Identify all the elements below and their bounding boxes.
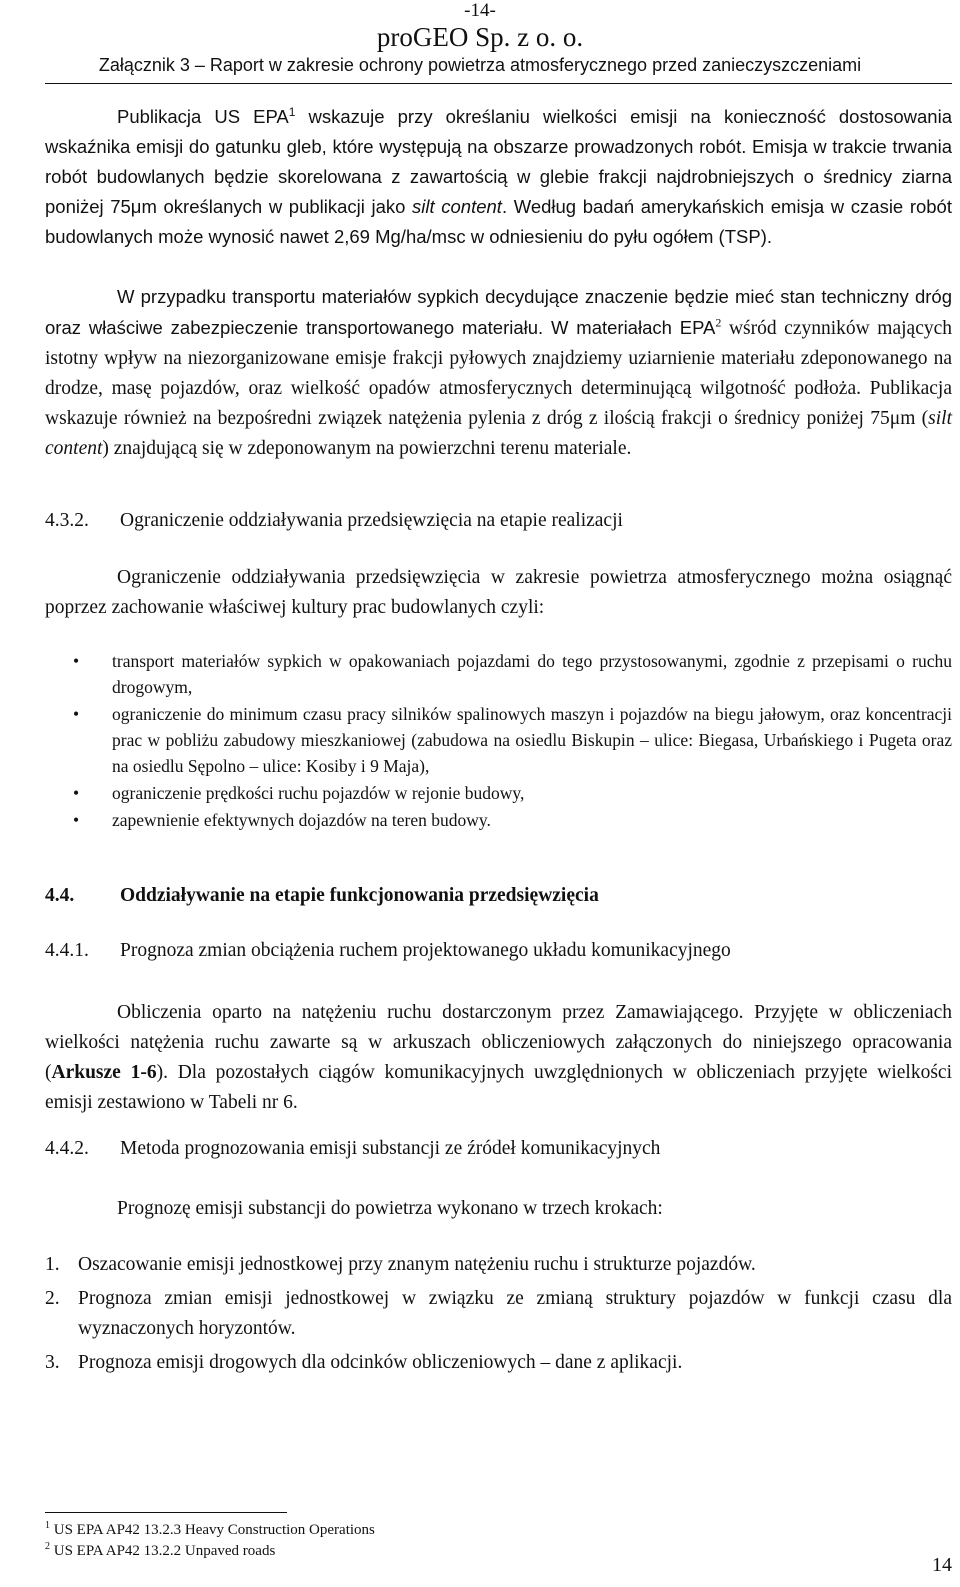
header-subtitle: Załącznik 3 – Raport w zakresie ochrony powietrza atmosferycznego przed zanieczyszczeniami: [98, 55, 862, 75]
list-item: 3. Prognoza emisji drogowych dla odcinków obliczeniowych – dane z aplikacji.: [45, 1352, 683, 1373]
heading-4-4-1-title: Prognoza zmian obciążenia ruchem projektowanego układu komunikacyjnego: [120, 940, 731, 961]
para1-italic: silt content: [412, 196, 502, 217]
para2-text-a: W przypadku transportu materiałów sypkich decydujące znaczenie będzie mieć stan techniczny dróg oraz właściwe zabezpieczenie transportowanego materiału. W materiałach EPA: [45, 286, 952, 338]
list-item: • ograniczenie do minimum czasu pracy silników spalinowych maszyn i pojazdów na biegu jałowym, oraz koncentracji prac w pobliżu zabudowy mieszkaniowej (zabudowa na osiedlu Biskupin – ulice: Biegasa, Urbańskiego i Pugeta oraz na osiedlu Sępolno – ulice: Kosiby i 9 Maja),: [45, 701, 952, 779]
bullet-icon: •: [73, 783, 80, 803]
paragraph-obliczenia: Obliczenia oparto na natężeniu ruchu dostarczonym przez Zamawiającego. Przyjęte w obliczeniach wielkości natężenia ruchu zawarte są w arkuszach obliczeniowych załączonych do niniejszego opracowania (Arkusze 1-6). Dla pozostałych ciągów komunikacyjnych uwzględnionych w obliczeniach przyjęte wielkości emisji zestawiono w Tabeli nr 6.: [45, 1002, 952, 1113]
heading-4-4-number: 4.4.: [45, 885, 75, 906]
heading-4-4-2-title: Metoda prognozowania emisji substancji ze źródeł komunikacyjnych: [120, 1138, 661, 1159]
list-item: 2. Prognoza zmian emisji jednostkowej w związku ze zmianą struktury pojazdów w funkcji czasu dla wyznaczonych horyzontów.: [45, 1288, 952, 1339]
list-item: • ograniczenie prędkości ruchu pojazdów w rejonie budowy,: [45, 780, 952, 806]
list-item: • zapewnienie efektywnych dojazdów na teren budowy.: [45, 807, 952, 833]
bullet-icon: •: [73, 651, 80, 671]
heading-4-4-title: Oddziaływanie na etapie funkcjonowania przedsięwzięcia: [120, 885, 599, 906]
footnote-rule: [45, 1512, 287, 1513]
para1-text-c: . Według badań amerykańskich emisja w czasie robót budowlanych może wynosić nawet 2,69 Mg/ha/msc w odniesieniu do pyłu ogółem (TSP).: [45, 196, 952, 247]
heading-4-3-2-title: Ograniczenie oddziaływania przedsięwzięcia na etapie realizacji: [120, 510, 623, 531]
paragraph-transport: [45, 282, 952, 464]
arkusze-reference: Arkusze 1-6: [51, 1062, 157, 1083]
footnote-2: $^2$ US EPA AP42 13.2.2 Unpaved roads: [45, 1541, 276, 1559]
para1-text-a: Publikacja US EPA: [117, 106, 289, 127]
bullet-icon: •: [73, 704, 80, 724]
list-item: • transport materiałów sypkich w opakowaniach pojazdami do tego przystosowanymi, zgodnie z przepisami o ruchu drogowym,: [45, 648, 952, 700]
bullet-icon: •: [73, 810, 80, 830]
para2-text-b: wśród czynników mających istotny wpływ na niezorganizowane emisje frakcji pyłowych znajdziemy uziarnienie materiału zdeponowanego na drodze, masę pojazdów, oraz wielkość opadów atmosferycznych determinującą wilgotność podłoża. Publikacja wskazuje również na bezpośredni związek natężenia pylenia z dróg z ilością frakcji o średnicy poniżej 75μm (: [45, 318, 953, 429]
header-rule: [45, 83, 952, 84]
bullet-list-measures: [45, 648, 952, 834]
paragraph-ograniczenie: Ograniczenie oddziaływania przedsięwzięcia w zakresie powietrza atmosferycznego można osiągnąć poprzez zachowanie właściwej kultury prac budowlanych czyli:: [45, 567, 952, 618]
footnote-1: $^1$ US EPA AP42 13.2.3 Heavy Construction Operations: [45, 1520, 375, 1538]
heading-4-3-2-number: 4.3.2.: [45, 510, 89, 531]
page-number: 14: [932, 1554, 952, 1576]
heading-4-4-1-number: 4.4.1.: [45, 940, 89, 961]
footnote-ref-2: 2: [715, 315, 722, 330]
paragraph-prognoza: Prognozę emisji substancji do powietrza wykonano w trzech krokach:: [117, 1198, 663, 1219]
footnote-ref-1: 1: [288, 104, 296, 119]
heading-4-4-2-number: 4.4.2.: [45, 1138, 89, 1159]
paragraph-epa-silt: [45, 102, 952, 252]
para1-text-b: wskazuje przy określaniu wielkości emisji na konieczność dostosowania wskaźnika emisji do gatunku gleb, które występują na obszarze prowadzonych robót. Emisja w trakcie trwania robót budowlanych będzie skorelowana z zawartością w glebie frakcji najdrobniejszych o średnicy ziarna poniżej 75μm określanych w publikacji jako: [45, 106, 952, 217]
para2-text-c: ) znajdującą się w zdeponowanym na powierzchni terenu materiale.: [102, 438, 632, 459]
header-page-marker: -14-: [464, 0, 496, 21]
para2-italic: silt content: [45, 408, 952, 459]
header-company: proGEO Sp. z o. o.: [376, 22, 584, 52]
numbered-list-steps: [45, 1250, 952, 1382]
list-item: 1. Oszacowanie emisji jednostkowej przy znanym natężeniu ruchu i strukturze pojazdów.: [45, 1254, 756, 1275]
